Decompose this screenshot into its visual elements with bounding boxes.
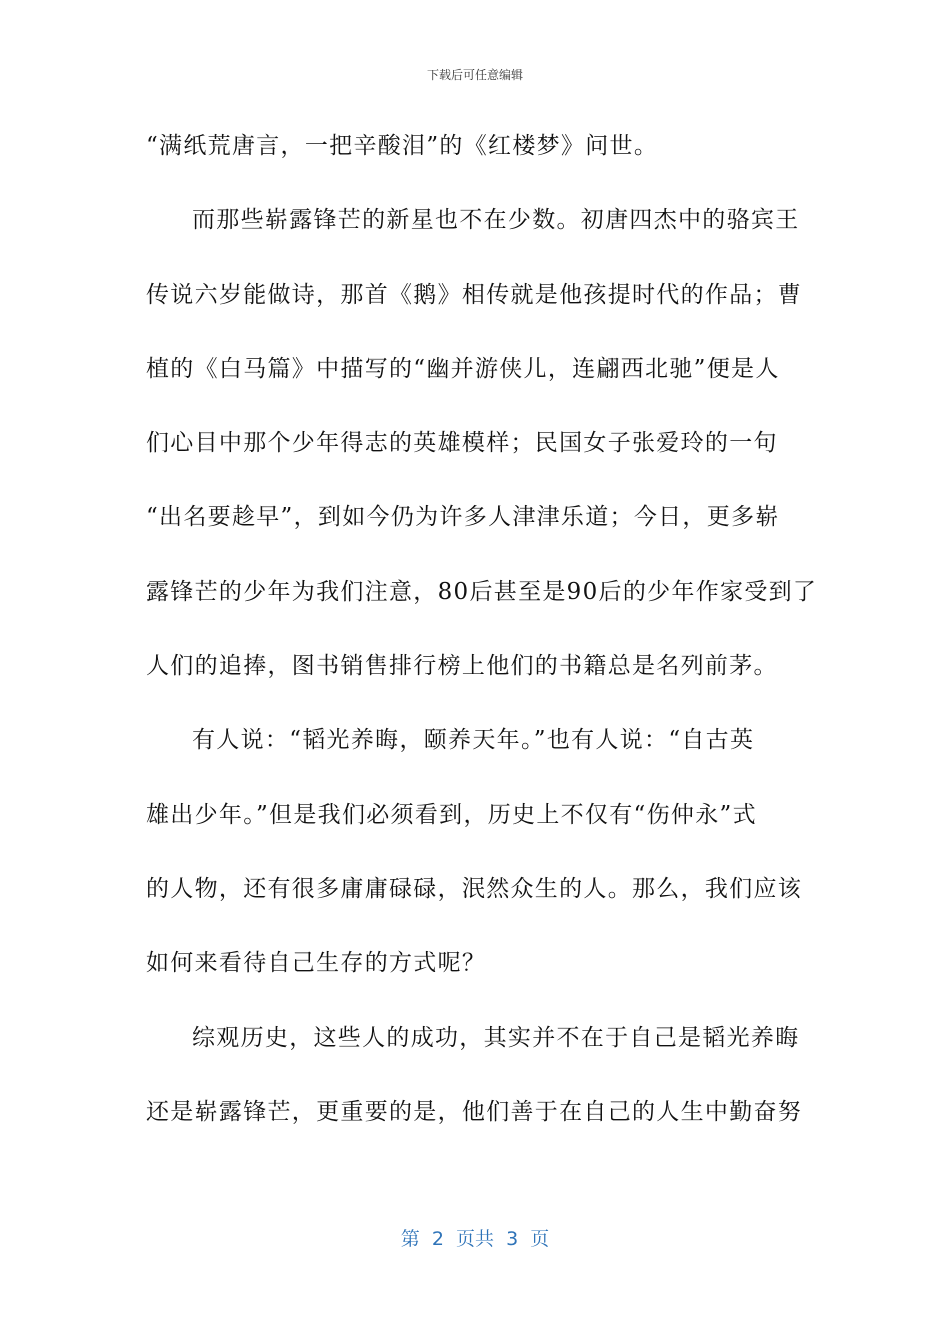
- text-line: 传说六岁能做诗，那首《鹅》相传就是他孩提时代的作品；曹: [146, 281, 803, 308]
- text-line: 如何来看待自己生存的方式呢？: [146, 950, 487, 977]
- text-line: 有人说：“韬光养晦，颐养天年。”也有人说：“自古英: [192, 727, 755, 754]
- text-line: 植的《白马篇》中描写的“幽并游侠儿，连翩西北驰”便是人: [146, 355, 780, 382]
- text-line: “出名要趁早”，到如今仍为许多人津津乐道；今日，更多崭: [146, 504, 780, 531]
- text-line: “满纸荒唐言，一把辛酸泪”的《红楼梦》问世。: [146, 133, 659, 159]
- text-line: 而那些崭露锋芒的新星也不在少数。初唐四杰中的骆宾王: [192, 207, 800, 234]
- text-line: 人们的追捧，图书销售排行榜上他们的书籍总是名列前茅。: [146, 653, 778, 680]
- page-header-note: 下载后可任意编辑: [426, 68, 523, 82]
- text-line: 还是崭露锋芒，更重要的是，他们善于在自己的人生中勤奋努: [146, 1098, 803, 1125]
- text-line: 综观历史，这些人的成功，其实并不在于自己是韬光养晦: [192, 1024, 800, 1051]
- text-line: 雄出少年。”但是我们必须看到，历史上不仅有“伤仲永”式: [146, 801, 757, 828]
- text-line: 露锋芒的少年为我们注意，80后甚至是90后的少年作家受到了: [146, 578, 818, 605]
- document-body: [146, 118, 818, 1158]
- page-number-footer: 第 2 页共 3 页: [400, 1228, 550, 1250]
- text-line: 的人物，还有很多庸庸碌碌，泯然众生的人。那么，我们应该: [146, 875, 803, 902]
- text-line: 们心目中那个少年得志的英雄模样；民国女子张爱玲的一句: [146, 430, 778, 457]
